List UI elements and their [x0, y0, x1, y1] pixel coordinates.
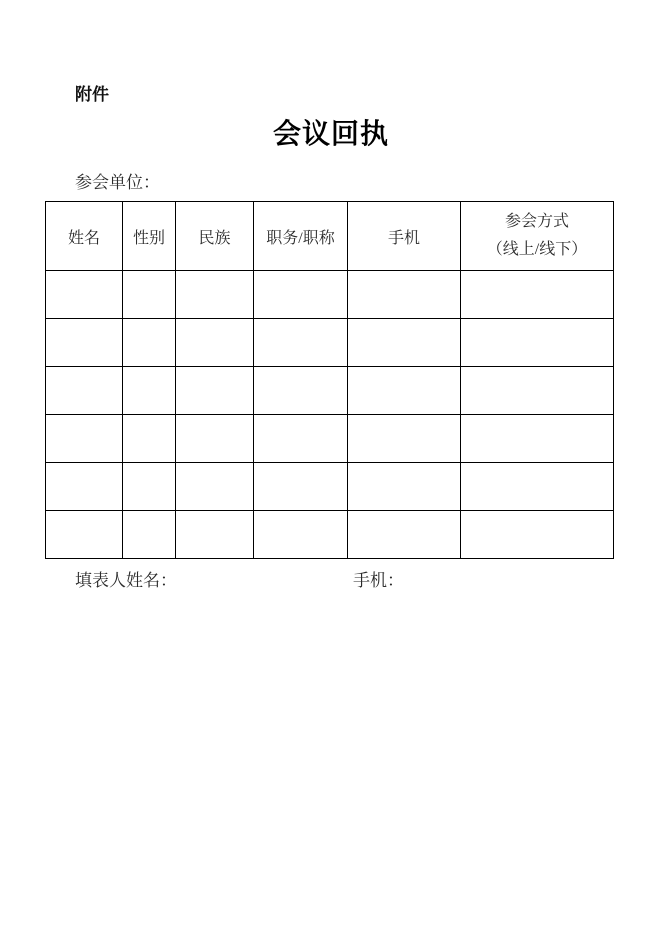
col-header-method — [461, 202, 614, 271]
table-cell — [348, 511, 461, 559]
table-cell — [176, 271, 254, 319]
table-cell — [254, 415, 348, 463]
table-cell — [176, 319, 254, 367]
table-cell — [461, 319, 614, 367]
table-cell — [348, 271, 461, 319]
table-cell — [461, 463, 614, 511]
table-body — [46, 271, 614, 559]
table-cell — [461, 271, 614, 319]
table-cell — [176, 367, 254, 415]
table-row — [46, 415, 614, 463]
table-header-row — [46, 202, 614, 271]
table-cell — [46, 463, 123, 511]
col-header-gender: 性别 — [123, 202, 176, 271]
table-row — [46, 511, 614, 559]
table-row — [46, 319, 614, 367]
table-cell — [46, 415, 123, 463]
table-row — [46, 271, 614, 319]
table-cell — [461, 415, 614, 463]
table-cell — [254, 271, 348, 319]
table-cell — [254, 319, 348, 367]
table-cell — [123, 511, 176, 559]
table-cell — [123, 367, 176, 415]
footer-line — [0, 566, 662, 590]
col-header-ethnicity: 民族 — [176, 202, 254, 271]
table-cell — [176, 463, 254, 511]
table-cell — [123, 319, 176, 367]
table-cell — [46, 367, 123, 415]
table-cell — [348, 463, 461, 511]
document-title: 会议回执 — [272, 119, 389, 150]
table-cell — [254, 511, 348, 559]
table-row — [46, 367, 614, 415]
attachment-label: 附件 — [75, 85, 109, 104]
table-cell — [123, 271, 176, 319]
method-header-line1: 参会方式 — [504, 213, 569, 230]
table-cell — [176, 415, 254, 463]
table-cell — [123, 415, 176, 463]
unit-field-label: 参会单位： — [75, 173, 160, 192]
table-cell — [176, 511, 254, 559]
reply-form-table — [45, 201, 614, 559]
table-row — [46, 463, 614, 511]
table-cell — [348, 319, 461, 367]
table-cell — [46, 319, 123, 367]
filler-name-label: 填表人姓名： — [75, 571, 177, 590]
table-cell — [254, 463, 348, 511]
table-cell — [46, 271, 123, 319]
phone-label: 手机： — [353, 571, 404, 590]
col-header-position: 职务/职称 — [254, 202, 348, 271]
table-cell — [348, 367, 461, 415]
col-header-name: 姓名 — [46, 202, 123, 271]
table-cell — [123, 463, 176, 511]
method-header-line2: （线上/线下） — [486, 241, 588, 258]
table-cell — [461, 367, 614, 415]
table-cell — [348, 415, 461, 463]
col-header-mobile: 手机 — [348, 202, 461, 271]
table-cell — [461, 511, 614, 559]
table-cell — [254, 367, 348, 415]
table-cell — [46, 511, 123, 559]
